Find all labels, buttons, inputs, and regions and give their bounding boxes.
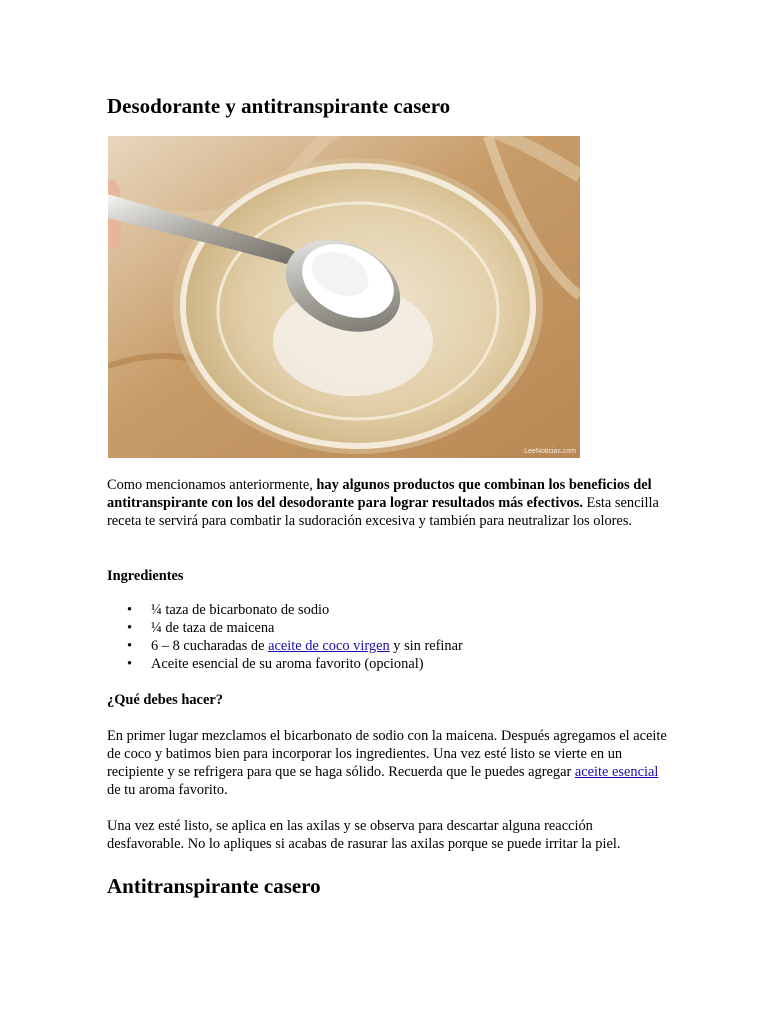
list-item: • ¼ taza de bicarbonato de sodio <box>107 601 667 619</box>
section-title: Antitranspirante casero <box>107 874 321 898</box>
list-item-text: 6 – 8 cucharadas de <box>151 638 269 654</box>
page-title: Desodorante y antitranspirante casero <box>107 94 451 118</box>
list-item: • Aceite esencial de su aroma favorito (opcional) <box>107 655 667 673</box>
coconut-oil-link[interactable]: aceite de coco virgen <box>268 638 390 654</box>
application-paragraph: Una vez esté listo, se aplica en las axilas y se observa para descartar alguna reacción desfavorable. No lo apliques si acabas de rasurar las axilas porque se puede irritar la piel. <box>107 818 621 852</box>
photo-illustration <box>108 136 580 458</box>
steps-paragraph <box>107 727 667 799</box>
essential-oil-link[interactable]: aceite esencial <box>574 764 659 780</box>
intro-text-before: Como mencionamos anteriormente, <box>107 477 317 493</box>
steps-text-after: de tu aroma favorito. <box>107 782 228 798</box>
photo-watermark: LeeNoticias.com <box>524 448 576 455</box>
ingredients-heading: Ingredientes <box>107 568 184 584</box>
intro-bold-text: hay algunos productos que combinan los beneficios del antitranspirante con los del desodorante para lograr resultados más efectivos. <box>107 477 652 511</box>
ingredients-list <box>107 601 667 673</box>
list-item-text: y sin refinar <box>389 638 463 654</box>
steps-text-before: En primer lugar mezclamos el bicarbonato de sodio con la maicena. Después agregamos el aceite de coco y batimos bien para incorporar los ingredientes. Una vez esté listo se vierte en un recipiente y se refrigera para que se haga sólido. Recuerda que le puedes agregar <box>107 728 667 780</box>
list-item <box>107 637 667 655</box>
intro-text-after: Esta sencilla receta te servirá para combatir la sudoración excesiva y también para neutralizar los olores. <box>107 495 659 529</box>
baking-soda-photo <box>108 136 580 458</box>
intro-paragraph <box>107 476 667 530</box>
list-item: • ¼ de taza de maicena <box>107 619 667 637</box>
steps-heading: ¿Qué debes hacer? <box>107 692 223 708</box>
